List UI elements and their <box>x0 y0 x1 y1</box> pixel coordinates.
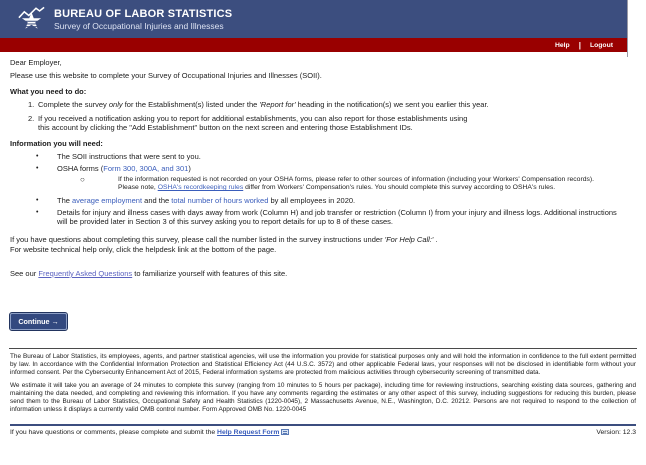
continue-button[interactable]: Continue → <box>10 313 67 330</box>
help-request-line <box>10 429 289 436</box>
text-segment: . <box>433 235 438 244</box>
bullet-icon: • <box>36 197 39 204</box>
footer-divider <box>9 348 637 349</box>
header-right-edge <box>627 0 628 57</box>
todo-item-1-text <box>38 100 636 109</box>
sub-bullet-line-1: If the information requested is not recorded on your OSHA forms, please refer to other sources of information (including your Workers' Compensation records). <box>118 176 595 183</box>
info-bullet-2-text <box>57 164 623 173</box>
bullet-icon: • <box>36 165 39 172</box>
osha-sub-bullet-text <box>118 176 636 192</box>
faq-line <box>10 269 636 278</box>
text-segment: Complete the survey <box>38 100 109 109</box>
todo-item-1 <box>28 100 636 109</box>
recordkeeping-rules-link[interactable]: OSHA's recordkeeping rules <box>157 184 244 191</box>
help-request-form-link[interactable]: Help Request Form <box>217 429 280 436</box>
info-bullet-1-text: The SOII instructions that were sent to you. <box>57 152 201 161</box>
nav-separator: | <box>578 40 581 50</box>
help-request-form-icon <box>281 429 289 435</box>
item-number: 1. <box>28 100 35 109</box>
sub-bullet-icon: ○ <box>80 175 85 184</box>
text-segment: for the Establishment(s) listed under the <box>122 100 260 109</box>
greeting-text: Dear Employer, <box>10 58 62 67</box>
text-segment: Please note, <box>118 184 158 191</box>
info-bullet-3-text <box>57 196 623 205</box>
todo-heading: What you need to do: <box>10 87 87 96</box>
main-content <box>0 52 646 330</box>
faq-link[interactable]: Frequently Asked Questions <box>38 269 133 278</box>
page-subtitle: Survey of Occupational Injuries and Illnesses <box>54 20 224 31</box>
item-number: 2. <box>28 114 35 123</box>
help-instructions <box>10 235 636 255</box>
text-segment: If you have questions about completing this survey, please call the number listed in the survey instructions under <box>10 235 385 244</box>
text-segment: and the <box>142 196 172 205</box>
page-title: BUREAU OF LABOR STATISTICS <box>54 7 233 20</box>
info-bullet-1 <box>36 152 636 161</box>
info-bullet-2 <box>36 164 636 173</box>
text-segment: heading in the notification(s) we sent you earlier this year. <box>295 100 489 109</box>
osha-sub-bullet <box>80 176 636 192</box>
logout-link[interactable]: Logout <box>589 41 613 49</box>
text-segment: OSHA forms ( <box>57 164 104 173</box>
text-segment: by all employees in 2020. <box>268 196 356 205</box>
text-segment: The <box>57 196 73 205</box>
bottom-divider <box>10 424 636 426</box>
help-link[interactable]: Help <box>554 41 570 49</box>
bottom-bar <box>0 424 646 436</box>
text-segment-italic: only <box>108 100 123 109</box>
text-segment: See our <box>10 269 39 278</box>
text-segment-italic: 'For Help Call:' <box>384 235 434 244</box>
utility-nav-bar <box>0 38 627 52</box>
todo-item-2 <box>28 114 636 132</box>
help-line-1 <box>10 235 636 245</box>
info-heading: Information you will need: <box>10 139 103 148</box>
text-segment: If you have questions or comments, please complete and submit the <box>10 429 218 436</box>
text-segment: to familiarize yourself with features of this site. <box>132 269 288 278</box>
help-line-2: For website technical help only, click the helpdesk link at the bottom of the page. <box>10 245 277 254</box>
burden-statement: We estimate it will take you an average of 24 minutes to complete this survey (ranging from 10 minutes to 5 hours per package), including time for reviewing instructions, searching existing data sources, gathering and maintaining the data needed, and completing and reviewing this information. If you have any comments regarding the estimates or any other aspect of this survey, including suggestions for reducing this burden, please send them to the Bureau of Labor Statistics, Occupational Safety and Health Statistics (1220-0045), 2 Massachusetts Avenue, N.E., Washington, D.C. 20212. Persons are not required to respond to the collection of information unless it displays a currently valid OMB control number. Form Approved OMB No. 1220-0045 <box>10 382 636 413</box>
bullet-icon: • <box>36 209 39 216</box>
purpose-text: Please use this website to complete your Survey of Occupational Injuries and Illnesses (SOII). <box>10 71 322 80</box>
text-segment: differ from Workers' Compensation's rules. You should complete this survey according to OSHA's rules. <box>243 184 556 191</box>
info-bullet-4 <box>36 208 636 226</box>
osha-forms-link[interactable]: Form 300, 300A, and 301 <box>103 164 189 173</box>
bls-star-logo-icon <box>18 6 45 33</box>
text-segment: ) <box>188 164 191 173</box>
todo-item-2-text: If you received a notification asking you to report for additional establishments, you can also report for those establishments using this account by clicking the "Add Establishment" button on the next screen and entering those Establishment IDs. <box>38 114 468 132</box>
hours-worked-link[interactable]: total number of hours worked <box>171 196 269 205</box>
info-bullet-4-text: Details for injury and illness cases with days away from work (Column H) and job transfer or restriction (Column I) from your injury and illness logs. Additional instructions will be provided later in Section 3 of this survey asking you to report details for up to 8 of these cases. <box>57 208 617 226</box>
sub-bullet-line-2 <box>118 184 636 192</box>
bullet-icon: • <box>36 153 39 160</box>
page-header <box>0 0 627 52</box>
version-label: Version: 12.3 <box>596 429 636 436</box>
header-banner <box>0 0 627 38</box>
confidentiality-notice: The Bureau of Labor Statistics, its employees, agents, and partner statistical agencies, will use the information you provide for statistical purposes only and will hold the information in confidence to the full extent permitted by law. In accordance with the Confidential Information Protection and Statistical Efficiency Act (44 U.S.C. 3572) and other applicable Federal laws, your responses will not be disclosed in identifiable form without your informed consent. Per the Cybersecurity Enhancement Act of 2015, Federal information systems are protected from malicious activities through cybersecurity screening of transmitted data. <box>10 353 636 376</box>
text-segment-italic: 'Report for' <box>259 100 296 109</box>
info-bullet-3 <box>36 196 636 205</box>
average-employment-link[interactable]: average employment <box>72 196 143 205</box>
